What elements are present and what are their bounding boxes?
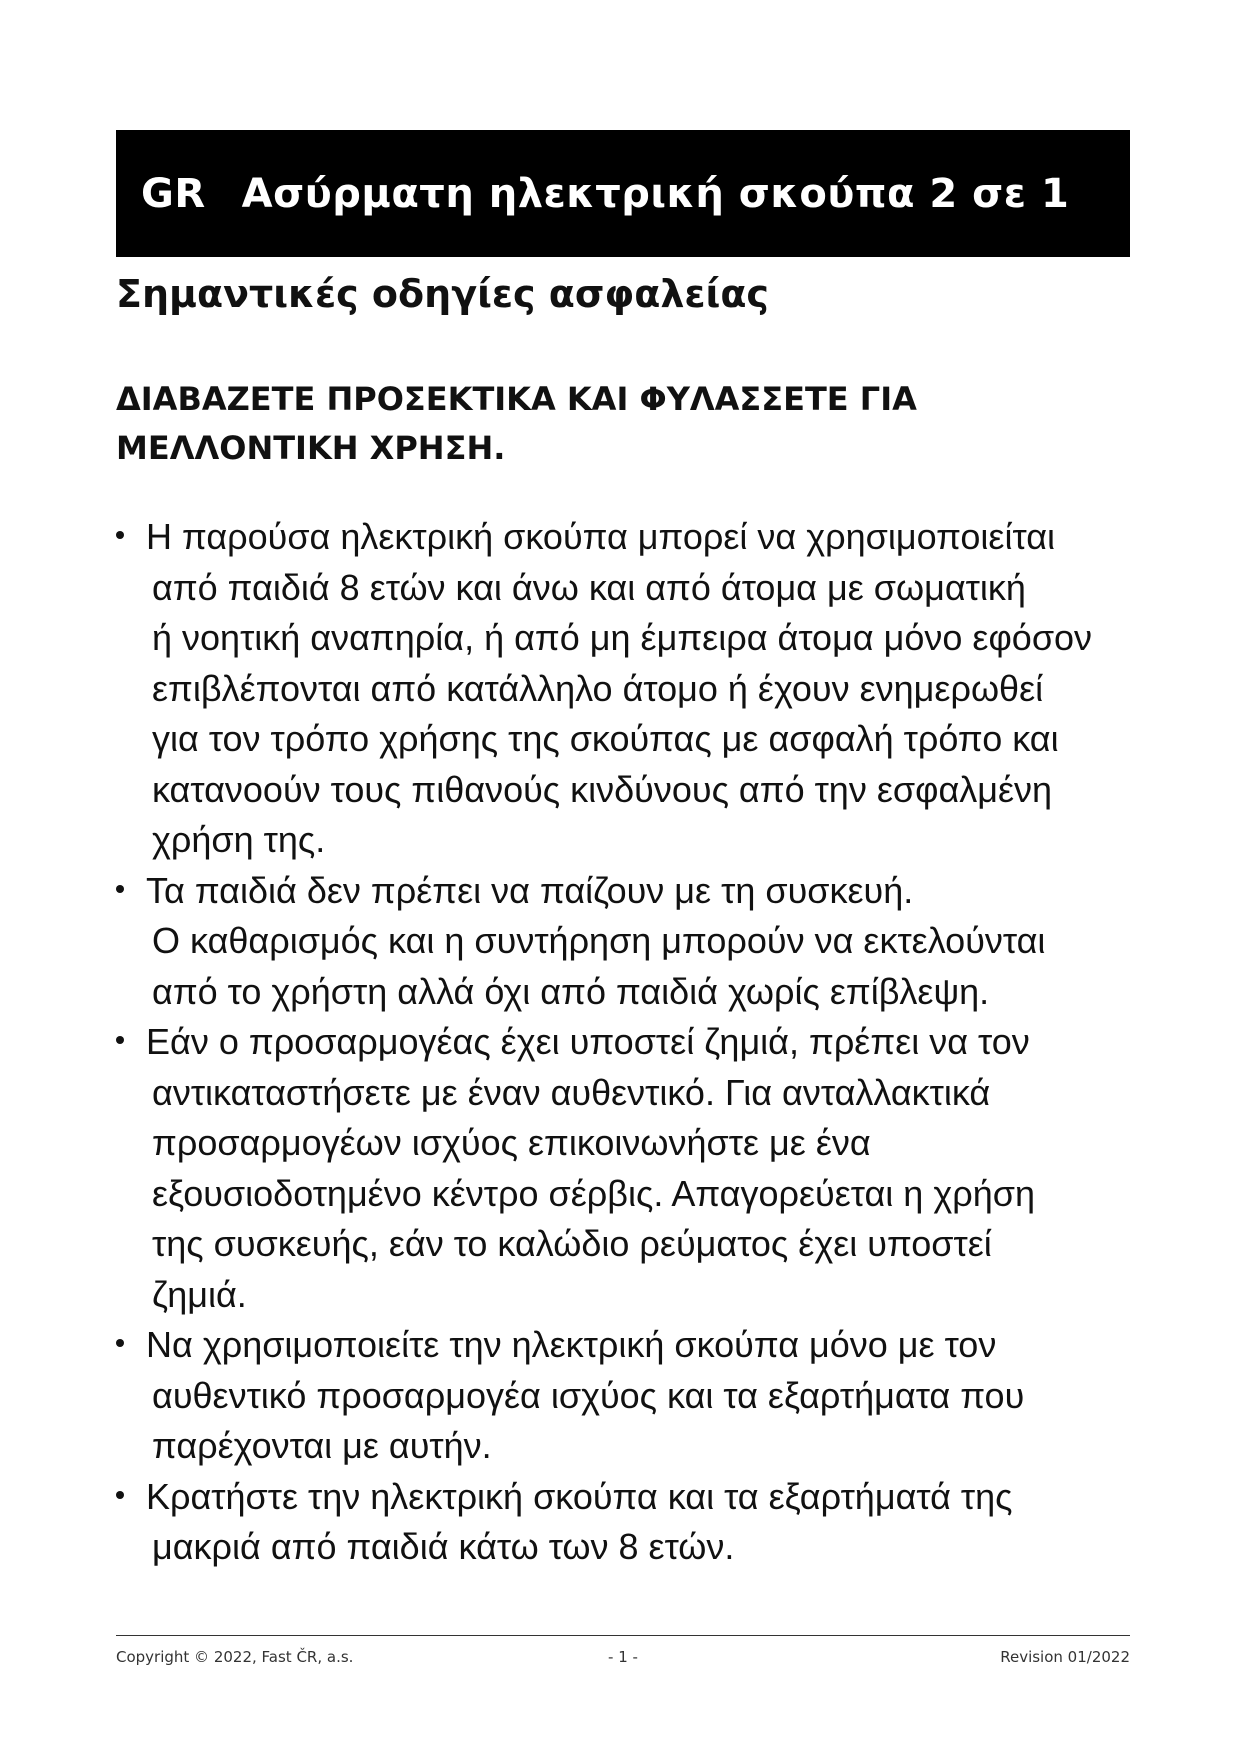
list-item-text: εξουσιοδοτημένο κέντρο σέρβις. Απαγορεύεται η χρήση [152,1172,1035,1214]
title-bar [116,130,1130,257]
warning-line: ΔΙΑΒΑΖΕΤΕ ΠΡΟΣΕΚΤΙΚΑ ΚΑΙ ΦΥΛΑΣΣΕΤΕ ΓΙΑ [116,380,917,418]
list-item-text: μακριά από παιδιά κάτω των 8 ετών. [152,1526,735,1567]
list-item-text: της συσκευής, εάν το καλώδιο ρεύματος έχει υποστεί [152,1223,992,1264]
bullet-icon [116,1036,124,1044]
bullet-icon [116,1339,124,1347]
list-item-text: προσαρμογέων ισχύος επικοινωνήστε με ένα [152,1122,871,1163]
language-code: GR [141,170,206,217]
list-item [116,866,1146,1018]
list-item-text: ή νοητική αναπηρία, ή από μη έμπειρα άτομα μόνο εφόσον [152,617,1093,658]
page-number: - 1 - [608,1648,638,1666]
list-item-text: κατανοούν τους πιθανούς κινδύνους από την εσφαλμένη [152,768,1053,810]
safety-instructions-list [116,512,1146,1573]
list-item-text: Τα παιδιά δεν πρέπει να παίζουν με τη συσκευή. [146,869,914,911]
copyright-text: Copyright © 2022, Fast ČR, a.s. [116,1648,354,1666]
bullet-icon [116,885,124,893]
list-item-text: Να χρησιμοποιείτε την ηλεκτρική σκούπα μόνο με τον [146,1324,997,1365]
page-footer [116,1648,1130,1670]
revision-text: Revision 01/2022 [1000,1648,1130,1666]
list-item-text: παρέχονται με αυτήν. [152,1425,492,1466]
list-item-text: επιβλέπονται από κατάλληλο άτομο ή έχουν ενημερωθεί [152,667,1044,709]
section-heading: Σημαντικές οδηγίες ασφαλείας [116,272,769,316]
bullet-icon [116,531,124,539]
list-item [116,1017,1146,1320]
list-item-text: από παιδιά 8 ετών και άνω και από άτομα με σωματική [152,566,1026,608]
footer-divider [116,1635,1130,1636]
list-item-text: Κρατήστε την ηλεκτρική σκούπα και τα εξαρτήματά της [146,1475,1013,1517]
list-item [116,1472,1146,1573]
warning-notice [116,375,1130,473]
list-item-text: Εάν ο προσαρμογέας έχει υποστεί ζημιά, πρέπει να τον [146,1021,1030,1062]
list-item-text: από το χρήστη αλλά όχι από παιδιά χωρίς επίβλεψη. [152,970,990,1012]
bullet-icon [116,1491,124,1499]
list-item-text: ζημιά. [152,1273,247,1315]
list-item-text: αντικαταστήσετε με έναν αυθεντικό. Για ανταλλακτικά [152,1071,991,1113]
page-title: Ασύρματη ηλεκτρική σκούπα 2 σε 1 [241,170,1070,217]
list-item-text: Η παρούσα ηλεκτρική σκούπα μπορεί να χρησιμοποιείται [146,516,1055,557]
list-item-text: αυθεντικό προσαρμογέα ισχύος και τα εξαρτήματα που [152,1374,1025,1416]
list-item [116,1320,1146,1472]
list-item-text: για τον τρόπο χρήσης της σκούπας με ασφαλή τρόπο και [152,718,1059,759]
list-item-text: χρήση της. [152,819,326,860]
list-item [116,512,1146,866]
warning-line: ΜΕΛΛΟΝΤΙΚΗ ΧΡΗΣΗ. [116,429,506,467]
list-item-text: Ο καθαρισμός και η συντήρηση μπορούν να εκτελούνται [152,920,1046,961]
